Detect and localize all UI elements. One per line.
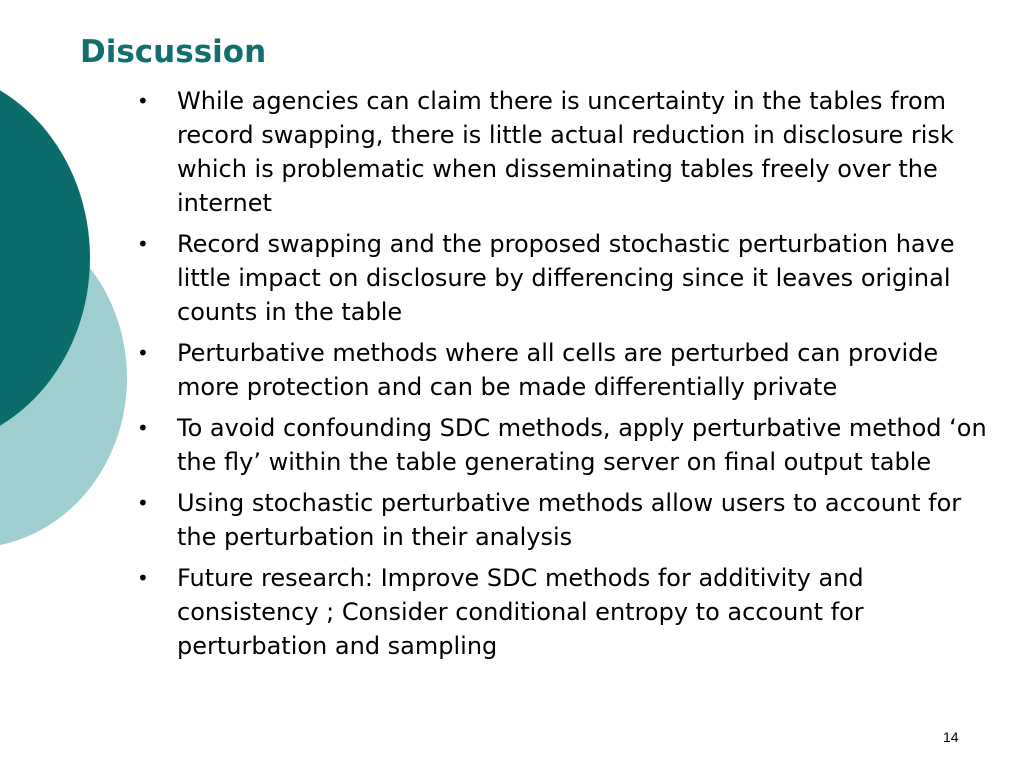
bullet-text: Record swapping and the proposed stochastic perturbation have little impact on disclosure by differencing since it leaves original counts in the table — [177, 230, 955, 326]
page-number: 14 — [943, 729, 959, 745]
bullet-icon: • — [137, 341, 149, 365]
bullet-item — [137, 561, 997, 663]
bullet-text: While agencies can claim there is uncertainty in the tables from record swapping, there is little actual reduction in disclosure risk which is problematic when disseminating tables freely over the internet — [177, 87, 954, 217]
bullet-list — [137, 84, 997, 670]
bullet-icon: • — [137, 232, 149, 256]
bullet-text: Perturbative methods where all cells are perturbed can provide more protection and can be made differentially private — [177, 339, 939, 401]
bullet-item — [137, 336, 997, 404]
bullet-icon: • — [137, 89, 149, 113]
slide-title: Discussion — [80, 34, 267, 70]
bullet-item — [137, 411, 997, 479]
bullet-icon: • — [137, 491, 149, 515]
bullet-item — [137, 84, 997, 220]
bullet-icon: • — [137, 566, 149, 590]
bullet-text: Using stochastic perturbative methods allow users to account for the perturbation in their analysis — [177, 489, 962, 551]
bullet-text: Future research: Improve SDC methods for additivity and consistency ; Consider conditional entropy to account for perturbation and sampling — [177, 564, 864, 660]
bullet-item — [137, 227, 997, 329]
bullet-item — [137, 486, 997, 554]
bullet-text: To avoid confounding SDC methods, apply perturbative method ‘on the fly’ within the table generating server on final output table — [177, 414, 987, 476]
bullet-icon: • — [137, 416, 149, 440]
